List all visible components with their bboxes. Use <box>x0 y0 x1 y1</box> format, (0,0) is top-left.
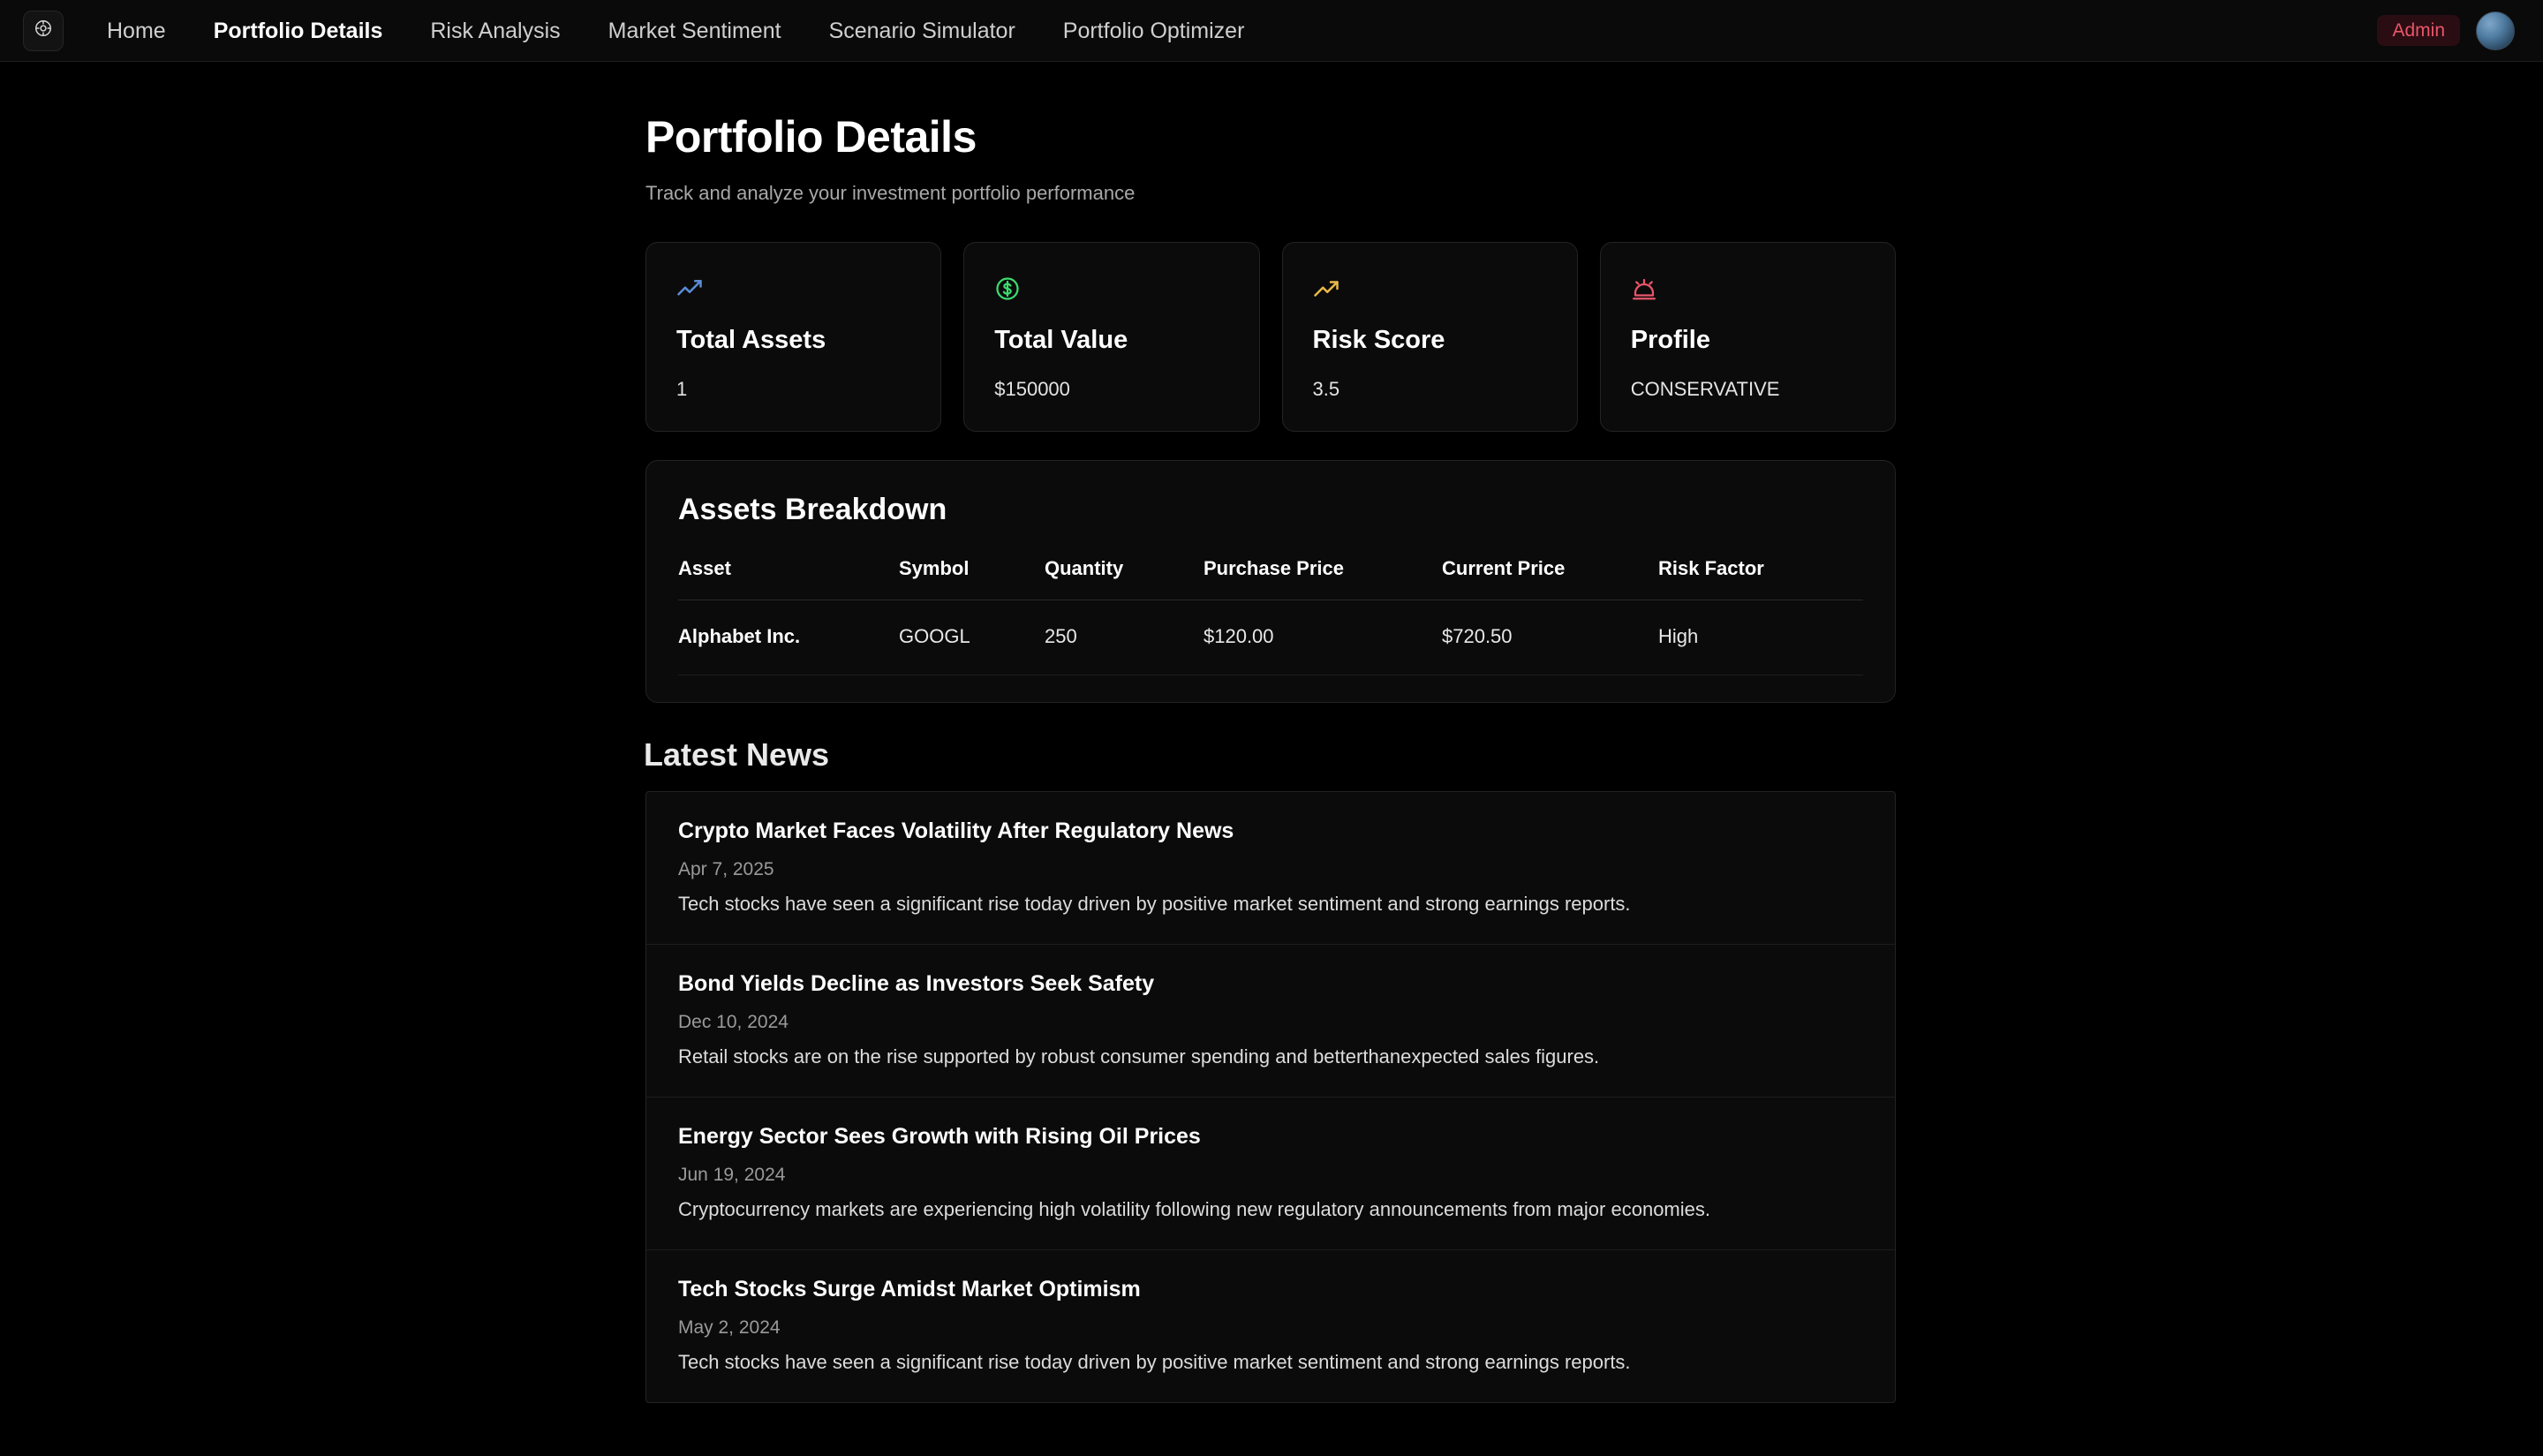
news-item-description: Tech stocks have seen a significant rise today driven by positive market sentiment and strong earnings reports. <box>678 1351 1631 1373</box>
nav-link-portfolio-details[interactable]: Portfolio Details <box>213 18 383 43</box>
admin-badge[interactable]: Admin <box>2377 15 2460 46</box>
table-header-row <box>678 557 1863 600</box>
cell-current-price: $720.50 <box>1442 600 1658 675</box>
column-header-asset: Asset <box>678 557 899 600</box>
avatar[interactable] <box>2476 11 2515 50</box>
nav-link-scenario-simulator[interactable]: Scenario Simulator <box>828 18 1015 43</box>
app-logo-button[interactable] <box>23 11 64 51</box>
news-item-date: May 2, 2024 <box>678 1317 781 1338</box>
column-header-risk-factor: Risk Factor <box>1658 557 1863 600</box>
stat-value: 1 <box>676 378 688 400</box>
stat-card-profile[interactable] <box>1600 242 1896 432</box>
line-chart-icon <box>676 271 910 306</box>
stat-cards-row <box>645 242 1896 432</box>
cell-quantity: 250 <box>1045 600 1204 675</box>
nav-link-risk-analysis[interactable]: Risk Analysis <box>430 18 561 43</box>
news-item-title: Tech Stocks Surge Amidst Market Optimism <box>678 1277 1141 1301</box>
stat-label: Total Value <box>994 326 1128 354</box>
nav-links <box>83 0 1268 62</box>
news-item-title: Bond Yields Decline as Investors Seek Safety <box>678 971 1155 996</box>
news-list <box>645 791 1896 1403</box>
page-title: Portfolio Details <box>645 112 977 162</box>
news-item-description: Cryptocurrency markets are experiencing high volatility following new regulatory announcements from major economies. <box>678 1198 1710 1220</box>
column-header-quantity: Quantity <box>1045 557 1204 600</box>
alarm-icon <box>1631 271 1865 306</box>
page-content <box>0 111 2543 1456</box>
cell-symbol: GOOGL <box>899 600 1045 675</box>
assets-table <box>678 557 1863 675</box>
assets-breakdown-title: Assets Breakdown <box>678 493 947 526</box>
latest-news-section <box>645 736 1896 1403</box>
target-icon <box>34 19 53 42</box>
stat-card-total-value[interactable] <box>963 242 1259 432</box>
stat-card-total-assets[interactable] <box>645 242 941 432</box>
list-item[interactable] <box>646 1250 1895 1402</box>
news-item-description: Retail stocks are on the rise supported by robust consumer spending and betterthanexpected sales figures. <box>678 1045 1600 1067</box>
nav-link-portfolio-optimizer[interactable]: Portfolio Optimizer <box>1062 18 1245 43</box>
table-row[interactable] <box>678 600 1863 675</box>
stat-value: CONSERVATIVE <box>1630 378 1780 400</box>
assets-breakdown-panel <box>645 460 1896 703</box>
news-item-description: Tech stocks have seen a significant rise today driven by positive market sentiment and strong earnings reports. <box>678 893 1631 915</box>
news-item-date: Jun 19, 2024 <box>678 1165 786 1185</box>
stat-label: Risk Score <box>1312 326 1445 354</box>
stat-label: Total Assets <box>676 326 826 354</box>
top-navbar <box>0 0 2543 62</box>
list-item[interactable] <box>646 1098 1895 1250</box>
news-item-date: Dec 10, 2024 <box>678 1012 789 1032</box>
column-header-current-price: Current Price <box>1442 557 1658 600</box>
trending-up-icon <box>1313 271 1547 306</box>
cell-purchase-price: $120.00 <box>1204 600 1442 675</box>
news-item-title: Energy Sector Sees Growth with Rising Oil Prices <box>678 1124 1201 1149</box>
news-item-title: Crypto Market Faces Volatility After Regulatory News <box>678 819 1234 843</box>
list-item[interactable] <box>646 945 1895 1098</box>
cell-asset: Alphabet Inc. <box>678 600 899 675</box>
stat-value: 3.5 <box>1312 378 1340 400</box>
cell-risk-factor: High <box>1658 600 1863 675</box>
stat-value: $150000 <box>994 378 1070 400</box>
page-subtitle: Track and analyze your investment portfolio performance <box>645 182 1136 204</box>
stat-label: Profile <box>1630 326 1710 354</box>
news-item-date: Apr 7, 2025 <box>678 859 774 879</box>
nav-link-market-sentiment[interactable]: Market Sentiment <box>607 18 781 43</box>
latest-news-title: Latest News <box>644 736 830 773</box>
stat-card-risk-score[interactable] <box>1282 242 1578 432</box>
dollar-circle-icon <box>994 271 1228 306</box>
nav-link-home[interactable]: Home <box>107 18 166 43</box>
column-header-purchase-price: Purchase Price <box>1204 557 1442 600</box>
column-header-symbol: Symbol <box>899 557 1045 600</box>
list-item[interactable] <box>646 792 1895 945</box>
nav-right-cluster <box>2377 11 2520 50</box>
